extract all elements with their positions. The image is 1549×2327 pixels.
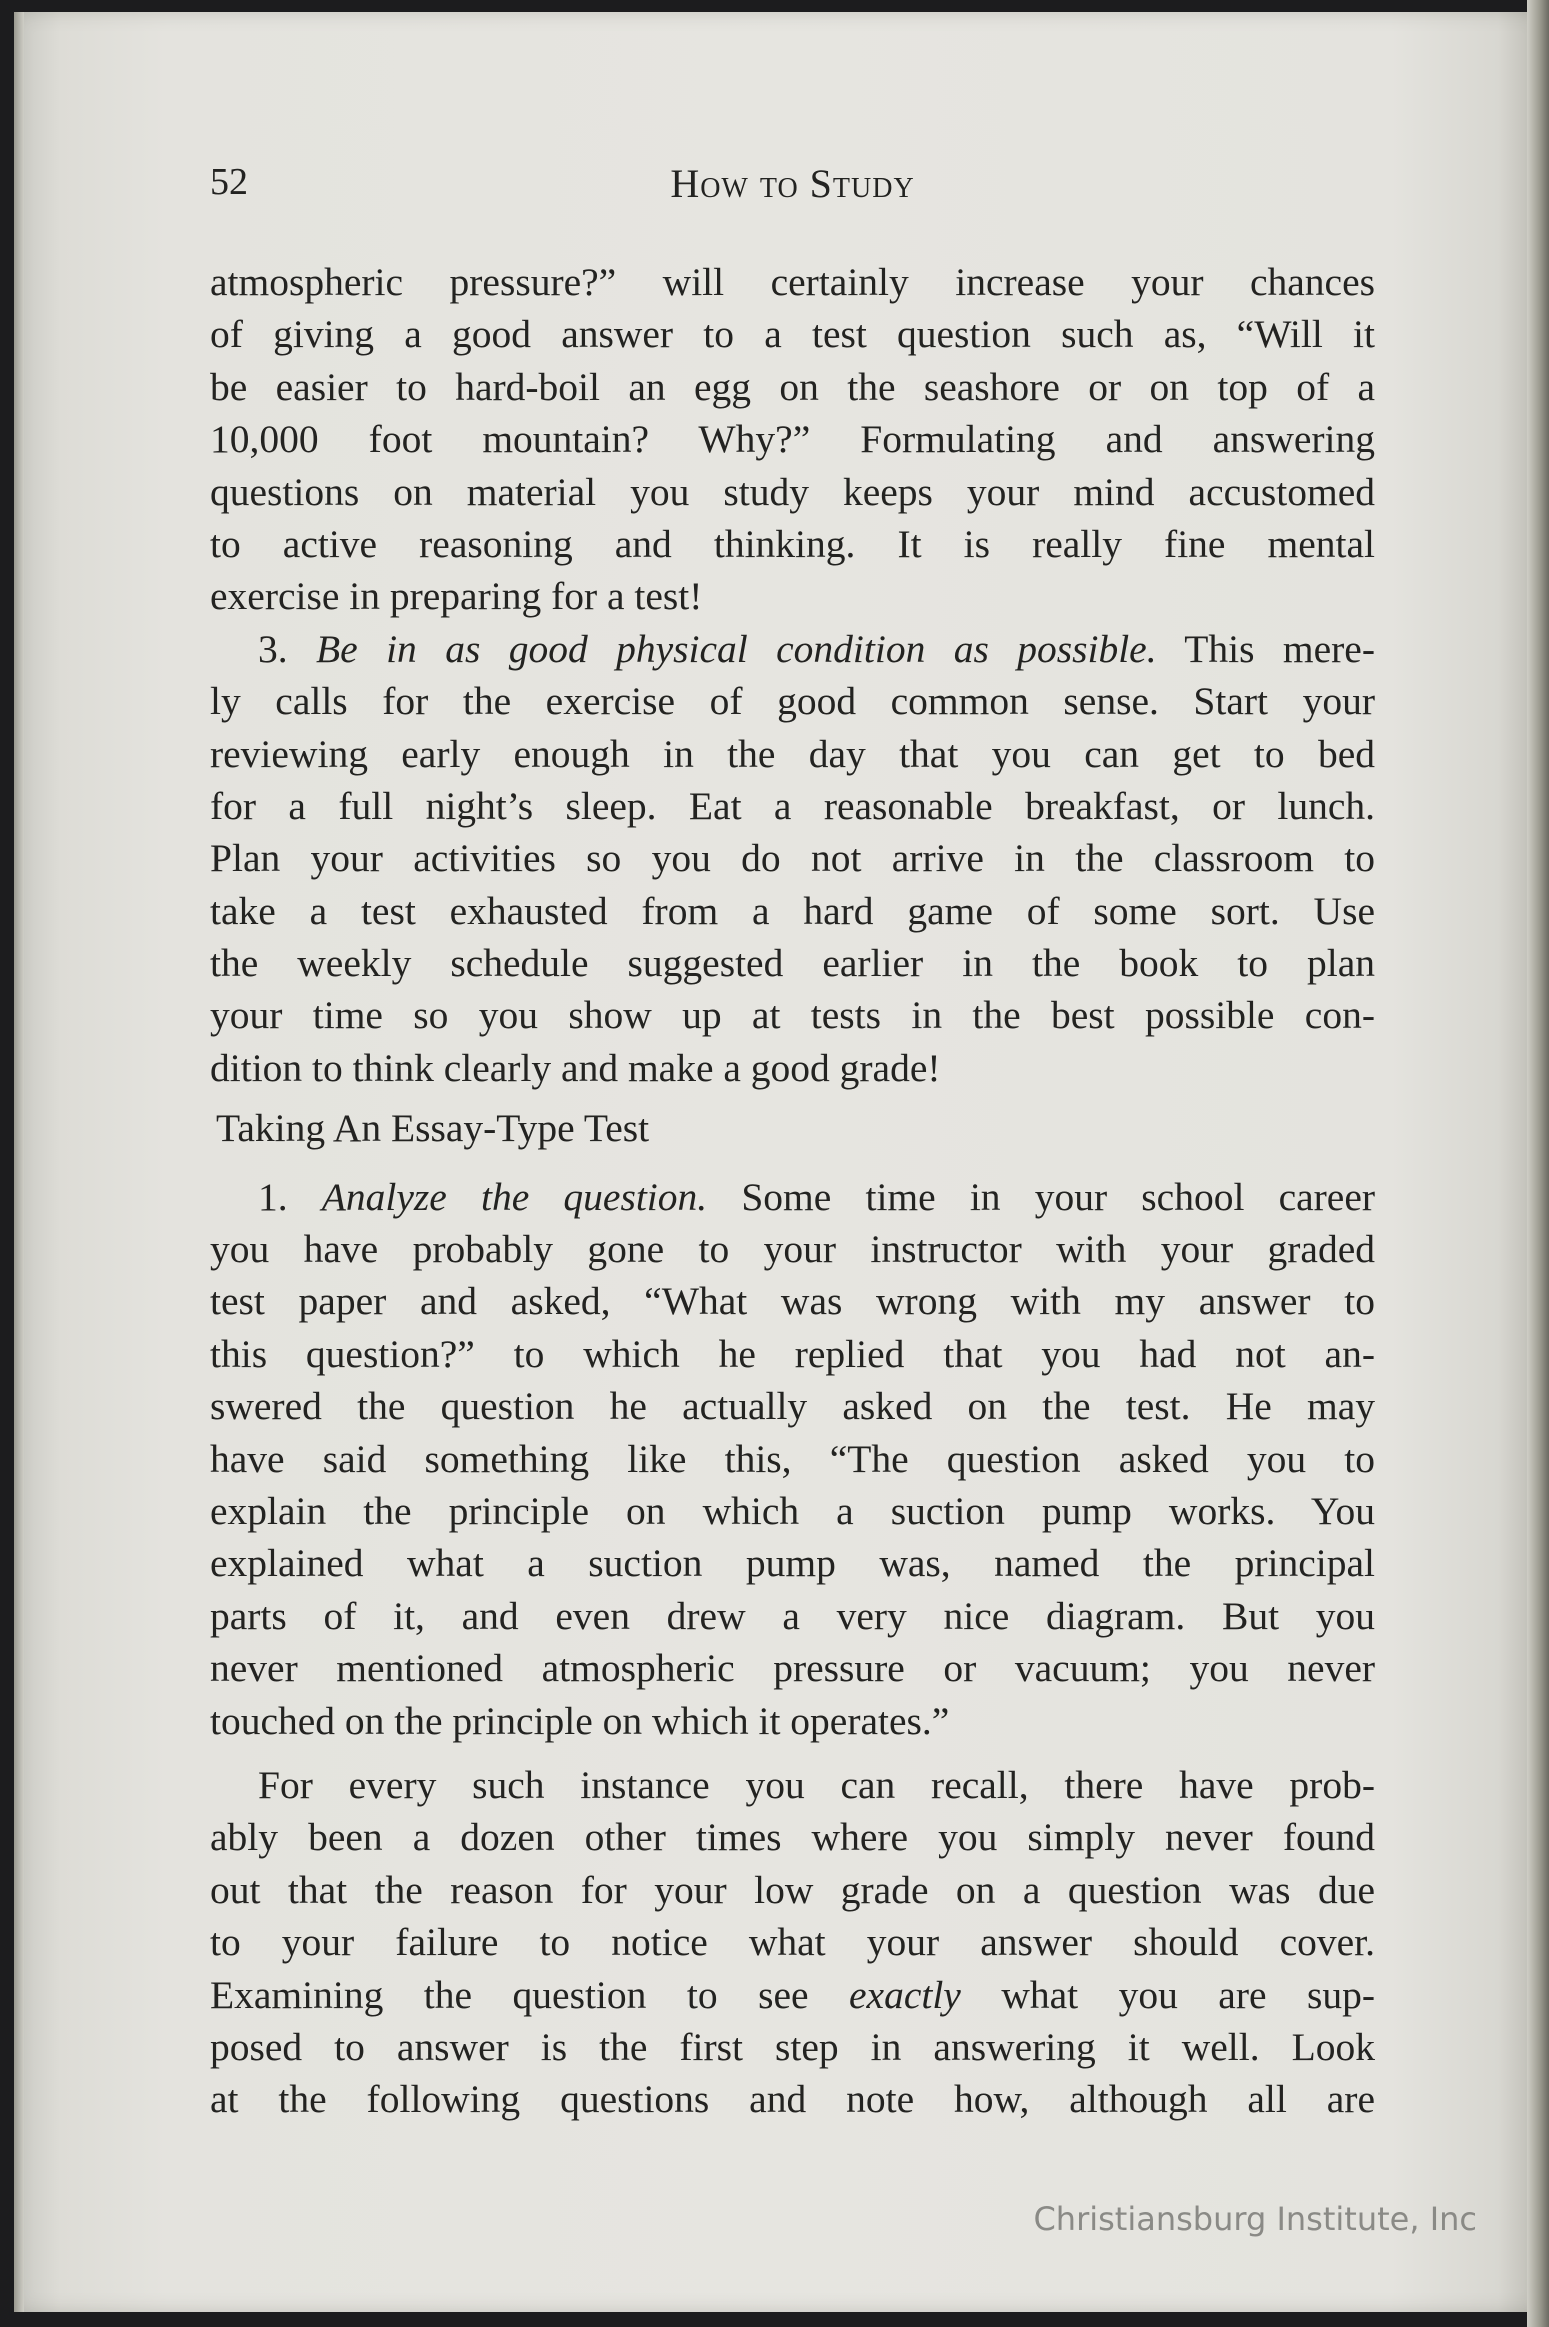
text-line: exercise in preparing for a test! [210, 574, 703, 619]
text-line: to your failure to notice what your answer should cover. [210, 1920, 1375, 1965]
text-line: never mentioned atmospheric pressure or vacuum; you never [210, 1646, 1375, 1691]
text-fragment: what you are sup- [1001, 1972, 1376, 2017]
text-line: you have probably gone to your instructor with your graded [210, 1227, 1375, 1272]
text-line: questions on material you study keeps your mind accustomed [210, 469, 1375, 514]
paragraph [210, 1171, 1375, 1747]
emphasis-text: Be in as good physical condition as possible. [316, 626, 1157, 671]
emphasis-text: Analyze the question. [321, 1174, 708, 1219]
text-line: 10,000 foot mountain? Why?” Formulating and answering [210, 417, 1375, 462]
text-line: your time so you show up at tests in the best possible con- [210, 993, 1375, 1038]
text-fragment: Some time in your school career [741, 1174, 1376, 1219]
text-line: explained what a suction pump was, named the principal [210, 1541, 1375, 1586]
paragraph [210, 1759, 1375, 2126]
text-line: at the following questions and note how, although all are [210, 2077, 1375, 2122]
text-line: posed to answer is the first step in answering it well. Look [210, 2024, 1375, 2069]
text-line: parts of it, and even drew a very nice diagram. But you [210, 1593, 1375, 1638]
section-heading: Taking An Essay-Type Test [216, 1106, 650, 1151]
paragraph [210, 256, 1375, 623]
text-line: swered the question he actually asked on the test. He may [210, 1384, 1375, 1429]
text-fragment: This mere- [1184, 626, 1375, 671]
text-line [210, 623, 1375, 675]
text-line [210, 1171, 1375, 1223]
page-fore-edge [1527, 0, 1549, 2327]
text-line: test paper and asked, “What was wrong with my answer to [210, 1279, 1375, 1324]
text-line: take a test exhausted from a hard game of some sort. Use [210, 888, 1375, 933]
paragraph [210, 623, 1375, 1095]
text-line: For every such instance you can recall, there have prob- [258, 1762, 1375, 1807]
page-body [210, 256, 1375, 2126]
running-head [210, 160, 1375, 210]
text-line: the weekly schedule suggested earlier in the book to plan [210, 941, 1375, 986]
text-line [210, 1969, 1375, 2021]
text-line: atmospheric pressure?” will certainly increase your chances [210, 260, 1375, 304]
running-title: How to Study [670, 161, 915, 206]
emphasis-text: exactly [849, 1972, 961, 2017]
text-fragment: Examining the question to see [210, 1972, 809, 2017]
text-line: ably been a dozen other times where you simply never found [210, 1815, 1375, 1860]
text-line: reviewing early enough in the day that you can get to bed [210, 731, 1375, 776]
text-line: for a full night’s sleep. Eat a reasonable breakfast, or lunch. [210, 783, 1375, 828]
text-line: Plan your activities so you do not arrive in the classroom to [210, 836, 1375, 881]
text-line: dition to think clearly and make a good grade! [210, 1045, 941, 1090]
page-number: 52 [210, 161, 248, 203]
text-line: to active reasoning and thinking. It is really fine mental [210, 521, 1375, 566]
text-line: this question?” to which he replied that you had not an- [210, 1331, 1375, 1376]
text-line: be easier to hard-boil an egg on the seashore or on top of a [210, 364, 1375, 409]
text-line: explain the principle on which a suction pump works. You [210, 1488, 1375, 1533]
text-line: touched on the principle on which it operates.” [210, 1698, 950, 1743]
text-line: ly calls for the exercise of good common sense. Start your [210, 679, 1375, 724]
list-number: 3. [258, 626, 288, 671]
text-line: of giving a good answer to a test question such as, “Will it [210, 312, 1375, 357]
text-line: have said something like this, “The question asked you to [210, 1436, 1375, 1481]
watermark: Christiansburg Institute, Inc [1033, 2200, 1477, 2238]
text-line: out that the reason for your low grade on a question was due [210, 1867, 1375, 1912]
list-number: 1. [258, 1174, 288, 1219]
page-spine-edge [14, 12, 24, 2312]
